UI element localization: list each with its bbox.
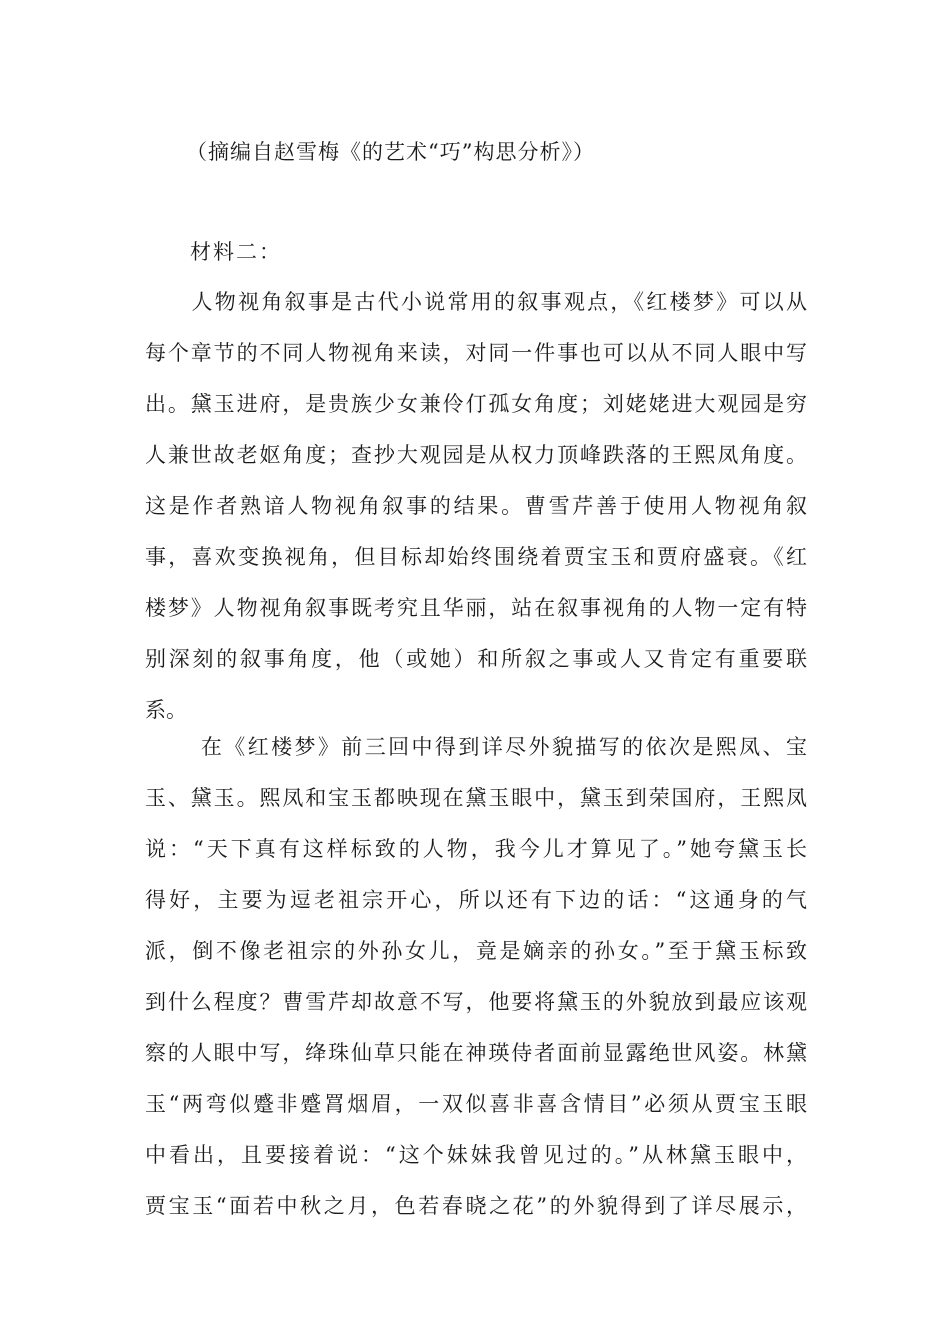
paragraph-line: 说：“天下真有这样标致的人物，我今儿才算见了。”她夸黛玉长: [145, 837, 807, 861]
paragraph-line: 楼梦》人物视角叙事既考究且华丽，站在叙事视角的人物一定有特: [145, 596, 807, 620]
paragraph-line: 察的人眼中写，绛珠仙草只能在神瑛侍者面前显露绝世风姿。林黛: [145, 1041, 807, 1065]
paragraph-line: 玉、黛玉。熙凤和宝玉都映现在黛玉眼中，黛玉到荣国府，王熙凤: [145, 786, 807, 810]
source-citation: （摘编自赵雪梅《的艺术“巧”构思分析》）: [186, 140, 595, 164]
paragraph-1: [145, 277, 807, 736]
paragraph-line: 玉“两弯似蹙非蹙罥烟眉，一双似喜非喜含情目”必须从贾宝玉眼: [145, 1092, 807, 1116]
paragraph-line: 到什么程度？曹雪芹却故意不写，他要将黛玉的外貌放到最应该观: [145, 990, 807, 1014]
paragraph-line: 这是作者熟谙人物视角叙事的结果。曹雪芹善于使用人物视角叙: [145, 494, 807, 518]
paragraph-line: 在《红楼梦》前三回中得到详尽外貌描写的依次是熙凤、宝: [145, 735, 807, 759]
paragraph-line: 贾宝玉“面若中秋之月，色若春晓之花”的外貌得到了详尽展示，: [145, 1194, 807, 1218]
paragraph-line: 事，喜欢变换视角，但目标却始终围绕着贾宝玉和贾府盛衰。《红: [145, 545, 807, 569]
paragraph-2: [145, 722, 807, 1232]
paragraph-line: 每个章节的不同人物视角来读，对同一件事也可以从不同人眼中写: [145, 341, 807, 365]
paragraph-line: 人物视角叙事是古代小说常用的叙事观点，《红楼梦》可以从: [145, 290, 807, 314]
paragraph-line: 出。黛玉进府，是贵族少女兼伶仃孤女角度；刘姥姥进大观园是穷: [145, 392, 807, 416]
paragraph-line: 系。: [145, 698, 187, 722]
paragraph-line: 中看出，且要接着说：“这个妹妹我曾见过的。”从林黛玉眼中，: [145, 1143, 807, 1167]
paragraph-line: 派，倒不像老祖宗的外孙女儿，竟是嫡亲的孙女。”至于黛玉标致: [145, 939, 807, 963]
paragraph-line: 人兼世故老妪角度；查抄大观园是从权力顶峰跌落的王熙凤角度。: [145, 443, 807, 467]
paragraph-line: 别深刻的叙事角度，他（或她）和所叙之事或人又肯定有重要联: [145, 647, 807, 671]
paragraph-line: 得好，主要为逗老祖宗开心，所以还有下边的话：“这通身的气: [145, 888, 807, 912]
section-heading: 材料二：: [190, 240, 282, 264]
